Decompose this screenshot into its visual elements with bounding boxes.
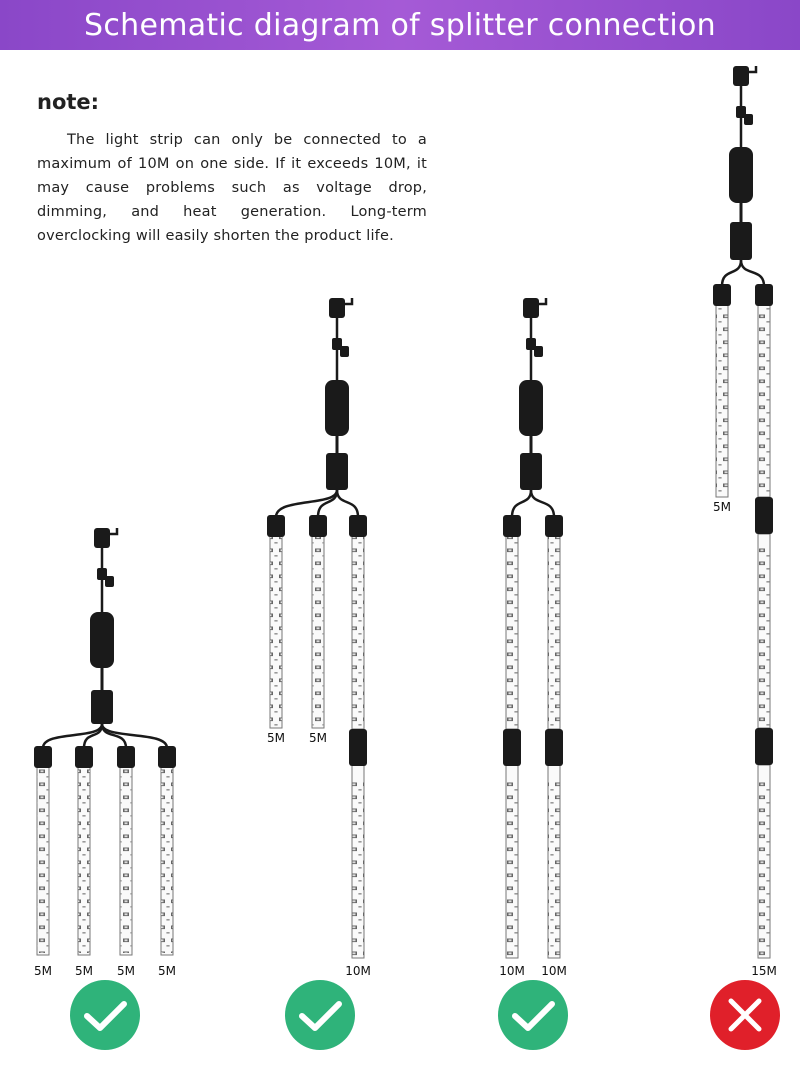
length-label: 10M: [541, 964, 567, 978]
controller-box: [90, 612, 114, 668]
length-label: 5M: [34, 964, 52, 978]
plug-prong: [110, 528, 117, 534]
led-chips: [120, 762, 132, 953]
length-label: 5M: [158, 964, 176, 978]
controller-box: [325, 380, 349, 436]
dc-connector: [744, 114, 753, 125]
strip-connector: [503, 515, 521, 537]
led-chips: [758, 779, 770, 956]
result-circle: [70, 980, 140, 1050]
led-chips: [161, 762, 173, 953]
branch-cable: [102, 724, 126, 748]
power-adapter: [523, 298, 539, 318]
plug-prong: [749, 66, 756, 72]
plug-prong: [345, 298, 352, 304]
note-heading: note:: [37, 90, 100, 114]
led-chips: [548, 531, 560, 727]
led-chips: [548, 779, 560, 956]
plug-prong: [539, 298, 546, 304]
splitter-block: [520, 453, 542, 490]
branch-cable: [512, 490, 531, 517]
led-chips: [352, 531, 364, 727]
led-chips: [312, 531, 324, 726]
cross-icon: [710, 980, 780, 1050]
strip-connector: [713, 284, 731, 306]
check-icon: [285, 980, 355, 1050]
dc-connector: [340, 346, 349, 357]
length-label: 10M: [345, 964, 371, 978]
length-label: 5M: [309, 731, 327, 745]
setup-2: [267, 298, 371, 1050]
length-label: 15M: [751, 964, 777, 978]
controller-box: [729, 147, 753, 203]
result-circle: [498, 980, 568, 1050]
setup-3: [498, 298, 568, 1050]
controller-box: [519, 380, 543, 436]
note-body: The light strip can only be connected to a maximum of 10M on one side. If it exceeds 10M, it may cause problems such as voltage drop, dimming, and heat generation. Long-term overclocking will easily shorten the product life.: [37, 132, 427, 244]
led-chips: [78, 762, 90, 953]
branch-cable: [531, 490, 554, 517]
strip-connector: [755, 284, 773, 306]
setup-4: [710, 66, 780, 1050]
led-chips: [270, 531, 282, 726]
led-chips: [352, 779, 364, 956]
extension-connector: [755, 497, 773, 534]
strip-connector: [309, 515, 327, 537]
dc-connector: [105, 576, 114, 587]
setup-1: [34, 528, 176, 1050]
length-label: 10M: [499, 964, 525, 978]
length-label: 5M: [75, 964, 93, 978]
result-circle: [285, 980, 355, 1050]
power-adapter: [94, 528, 110, 548]
power-adapter: [733, 66, 749, 86]
strip-connector: [75, 746, 93, 768]
length-label: 5M: [713, 500, 731, 514]
extension-connector: [503, 729, 521, 766]
extension-connector: [545, 729, 563, 766]
branch-cable: [337, 490, 358, 517]
splitter-block: [91, 690, 113, 724]
strip-connector: [34, 746, 52, 768]
strip-connector: [117, 746, 135, 768]
splitter-block: [730, 222, 752, 260]
led-chips: [758, 548, 770, 726]
branch-cable: [102, 724, 167, 748]
dc-connector: [534, 346, 543, 357]
check-icon: [498, 980, 568, 1050]
extension-connector: [755, 728, 773, 765]
led-chips: [758, 300, 770, 495]
led-chips: [506, 779, 518, 956]
strip-connector: [158, 746, 176, 768]
strip-connector: [349, 515, 367, 537]
page-title: Schematic diagram of splitter connection: [84, 7, 716, 43]
check-icon: [70, 980, 140, 1050]
power-adapter: [329, 298, 345, 318]
led-chips: [716, 300, 728, 495]
extension-connector: [349, 729, 367, 766]
strip-connector: [545, 515, 563, 537]
led-chips: [37, 762, 49, 953]
branch-cable: [741, 260, 764, 286]
branch-cable: [722, 260, 741, 286]
length-label: 5M: [267, 731, 285, 745]
led-chips: [506, 531, 518, 727]
length-label: 5M: [117, 964, 135, 978]
strip-connector: [267, 515, 285, 537]
splitter-block: [326, 453, 348, 490]
